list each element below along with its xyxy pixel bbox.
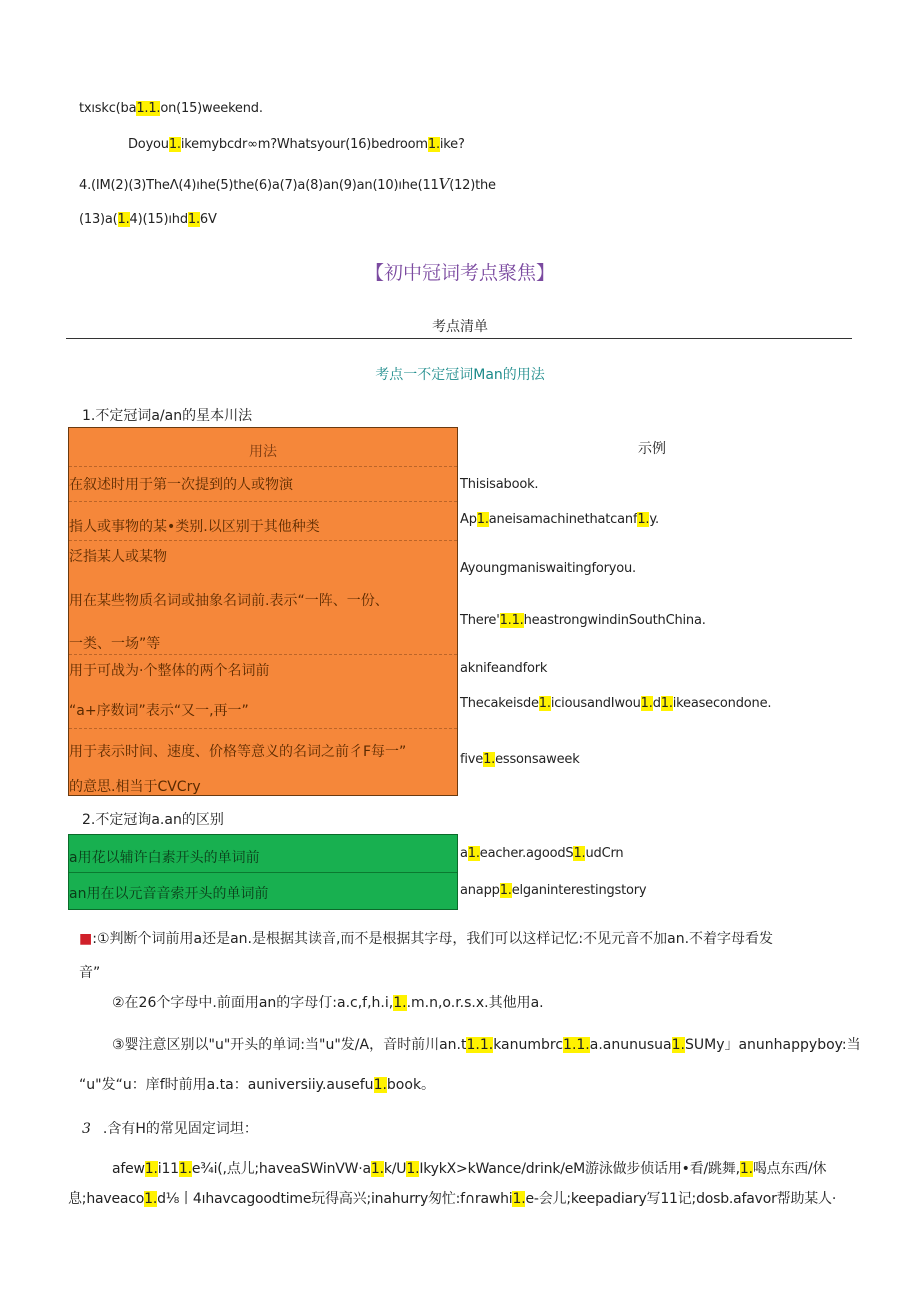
text-segment: k/U — [383, 1161, 407, 1177]
text-segment: on(15)weekend. — [160, 101, 263, 116]
highlighted-text: 1. — [370, 1161, 384, 1177]
example-item — [460, 477, 538, 492]
highlighted-text: 1.1. — [499, 613, 524, 628]
part1-title: 1.不定冠词a/an的星本川法 — [82, 408, 253, 424]
row-separator — [69, 501, 457, 502]
example-item — [460, 696, 771, 711]
highlighted-text: 1. — [660, 696, 673, 711]
difference-table — [68, 834, 458, 910]
example-item — [460, 512, 659, 527]
part2-title: 2.不定冠询a.an的区别 — [82, 812, 224, 828]
top-line-4 — [79, 212, 217, 227]
row-separator — [69, 728, 457, 729]
text-segment: e¾i(,点儿;haveaSWinVW·a — [191, 1161, 371, 1177]
text-segment: e-会儿;keepadiary写11记;dosb.afavor帮助某人· — [525, 1191, 837, 1207]
highlighted-text: 1. — [406, 1161, 420, 1177]
part3-title: .含有H的常见固定词坦： — [102, 1121, 258, 1137]
part3-line-1 — [112, 1158, 826, 1178]
usage-item: 泛指某人或某物 — [69, 549, 167, 565]
highlighted-text: 1. — [117, 212, 130, 227]
part3-line-2 — [68, 1188, 836, 1208]
top-line-3 — [79, 175, 496, 193]
highlighted-text: 1. — [187, 212, 200, 227]
example-item — [460, 661, 547, 676]
text-segment: IkykX>kWance/drink/eM游泳做步侦话用•看/跳舞, — [419, 1161, 740, 1177]
example-column-header: 示例 — [638, 441, 666, 457]
divider — [66, 338, 852, 339]
highlighted-text: 1. — [476, 512, 489, 527]
highlighted-text: 1. — [573, 846, 586, 861]
text-segment: elganinterestingstory — [511, 883, 647, 898]
top-line-1 — [79, 101, 263, 116]
text-segment: eacher.agoodS — [479, 846, 574, 861]
highlighted-text: 1. — [168, 137, 181, 152]
usage-item: 一类、一场”等 — [69, 636, 161, 652]
highlighted-text: 1. — [671, 1037, 685, 1053]
text-segment: afew — [112, 1161, 145, 1177]
text-segment: Thecakeisde — [460, 696, 539, 711]
text-segment: 4)(15)ıhd — [129, 212, 188, 227]
usage-table — [68, 427, 458, 796]
note-2 — [112, 992, 544, 1012]
text-segment: Thisisabook. — [460, 477, 539, 492]
text-segment: SUMy」anunhappyboy:当 — [684, 1037, 861, 1053]
row-separator — [69, 872, 457, 873]
highlighted-text: 1. — [144, 1161, 158, 1177]
highlighted-text: 1. — [637, 512, 650, 527]
text-segment: iciousandIwou — [550, 696, 641, 711]
highlighted-text: 1.1. — [563, 1037, 590, 1053]
text-segment: udCrn — [585, 846, 624, 861]
highlighted-text: 1. — [499, 883, 512, 898]
text-segment: There' — [460, 613, 500, 628]
text-segment: Ap — [460, 512, 477, 527]
example-item — [460, 883, 646, 898]
text-segment: aneisamachinethatcanf — [488, 512, 638, 527]
text-segment: Ayoungmaniswaitingforyou. — [460, 561, 636, 576]
text-segment: txıskc(ba — [79, 101, 137, 116]
example-item — [460, 613, 706, 628]
text-segment: aknifeandfork — [460, 661, 548, 676]
usage-item: 用于可战为·个整体的两个名词前 — [69, 663, 270, 679]
text-segment: V — [438, 175, 450, 193]
usage-item: 的意思.相当于CVCry — [69, 779, 201, 795]
text-segment: (12)the — [449, 178, 496, 193]
top-line-2 — [128, 137, 465, 152]
text-segment: d⅛丨4ıhavcagoodtime玩得高兴;inahurry匆忙:f∩rawhi — [157, 1191, 513, 1207]
highlighted-text: 1. — [373, 1077, 387, 1093]
row-separator — [69, 540, 457, 541]
text-segment: 6V — [199, 212, 217, 227]
usage-item: 用在某些物质名词或抽象名词前.表示“一阵、一份、 — [69, 593, 389, 609]
text-segment: heastrongwindinSouthChina. — [523, 613, 706, 628]
text-segment: .m.n,o.r.s.x.其他用a. — [406, 995, 544, 1011]
note-3-line-1 — [112, 1034, 861, 1054]
highlighted-text: 1. — [427, 137, 440, 152]
highlighted-text: 1. — [483, 752, 496, 767]
text-segment: Doyou — [128, 137, 169, 152]
note-1-line-2: 音” — [79, 965, 101, 981]
text-segment: y. — [649, 512, 659, 527]
highlighted-text: 1. — [739, 1161, 753, 1177]
sub-heading: 考点清单 — [432, 319, 488, 335]
usage-item: “a+序数词”表示“又一,再一” — [69, 703, 249, 719]
text-segment: five — [460, 752, 484, 767]
highlighted-text: 1. — [467, 846, 480, 861]
example-item — [460, 752, 580, 767]
part3-number: 3 — [82, 1121, 91, 1137]
text-segment: ikemybcdr∞m?Whatsyour(16)bedroom — [180, 137, 428, 152]
text-segment: a — [460, 846, 468, 861]
main-heading: 【初中冠词考点聚焦】 — [364, 262, 555, 284]
part3-title-row — [82, 1118, 258, 1138]
highlighted-text: 1. — [538, 696, 551, 711]
usage-column-header: 用法 — [249, 444, 277, 460]
text-segment: a.anunusua — [589, 1037, 672, 1053]
note-marker-icon: ■ — [79, 931, 93, 947]
usage-item: a用花以辅许白素开头的单词前 — [69, 850, 260, 866]
highlighted-text: 1. — [512, 1191, 526, 1207]
text-segment: anapp — [460, 883, 500, 898]
section-title: 考点一不定冠词Man的用法 — [375, 367, 545, 383]
usage-item: 在叙述时用于第一次提到的人或物演 — [69, 477, 293, 493]
highlighted-text: 1.1. — [136, 101, 161, 116]
row-separator — [69, 466, 457, 467]
note-1-line-1 — [79, 928, 773, 948]
example-item — [460, 561, 636, 576]
note-text: :①判断个词前用a还是an.是根据其读音,而不是根据其字母，我们可以这样记忆:不见元音不加an.不着字母看发 — [92, 931, 774, 947]
highlighted-text: 1.1. — [466, 1037, 494, 1053]
usage-item: 用于表示时间、速度、价格等意义的名词之前彳F每一” — [69, 744, 407, 760]
text-segment: “u"发“u：庠f时前用a.ta：auniversiiy.ausefu — [79, 1077, 374, 1093]
note-3-line-2 — [79, 1074, 435, 1094]
usage-item: an用在以元音音索开头的单词前 — [69, 886, 269, 902]
row-separator — [69, 654, 457, 655]
text-segment: kanumbrc — [493, 1037, 564, 1053]
text-segment: d — [652, 696, 661, 711]
text-segment: 4.(IM(2)(3)TheΛ(4)ıhe(5)the(6)a(7)a(8)an(9)an(10)ıhe(11 — [79, 178, 439, 193]
highlighted-text: 1. — [393, 995, 407, 1011]
text-segment: ike? — [439, 137, 465, 152]
text-segment: 喝点东西/休 — [752, 1161, 827, 1177]
text-segment: 息;haveaco — [68, 1191, 145, 1207]
text-segment: book。 — [386, 1077, 436, 1093]
text-segment: ③婴注意区别以"u"开头的单词:当"u"发/A，音时前川an.t — [112, 1037, 467, 1053]
text-segment: (13)a( — [79, 212, 118, 227]
text-segment: i11 — [157, 1161, 179, 1177]
usage-item: 指人或事物的某•类别.以区别于其他种类 — [69, 519, 320, 535]
text-segment: ②在26个字母中.前面用an的字母仃:a.c,f,h.i, — [112, 995, 394, 1011]
highlighted-text: 1. — [640, 696, 653, 711]
example-item — [460, 846, 623, 861]
text-segment: ikeasecondone. — [672, 696, 772, 711]
highlighted-text: 1. — [144, 1191, 158, 1207]
highlighted-text: 1. — [178, 1161, 192, 1177]
text-segment: essonsaweek — [495, 752, 580, 767]
